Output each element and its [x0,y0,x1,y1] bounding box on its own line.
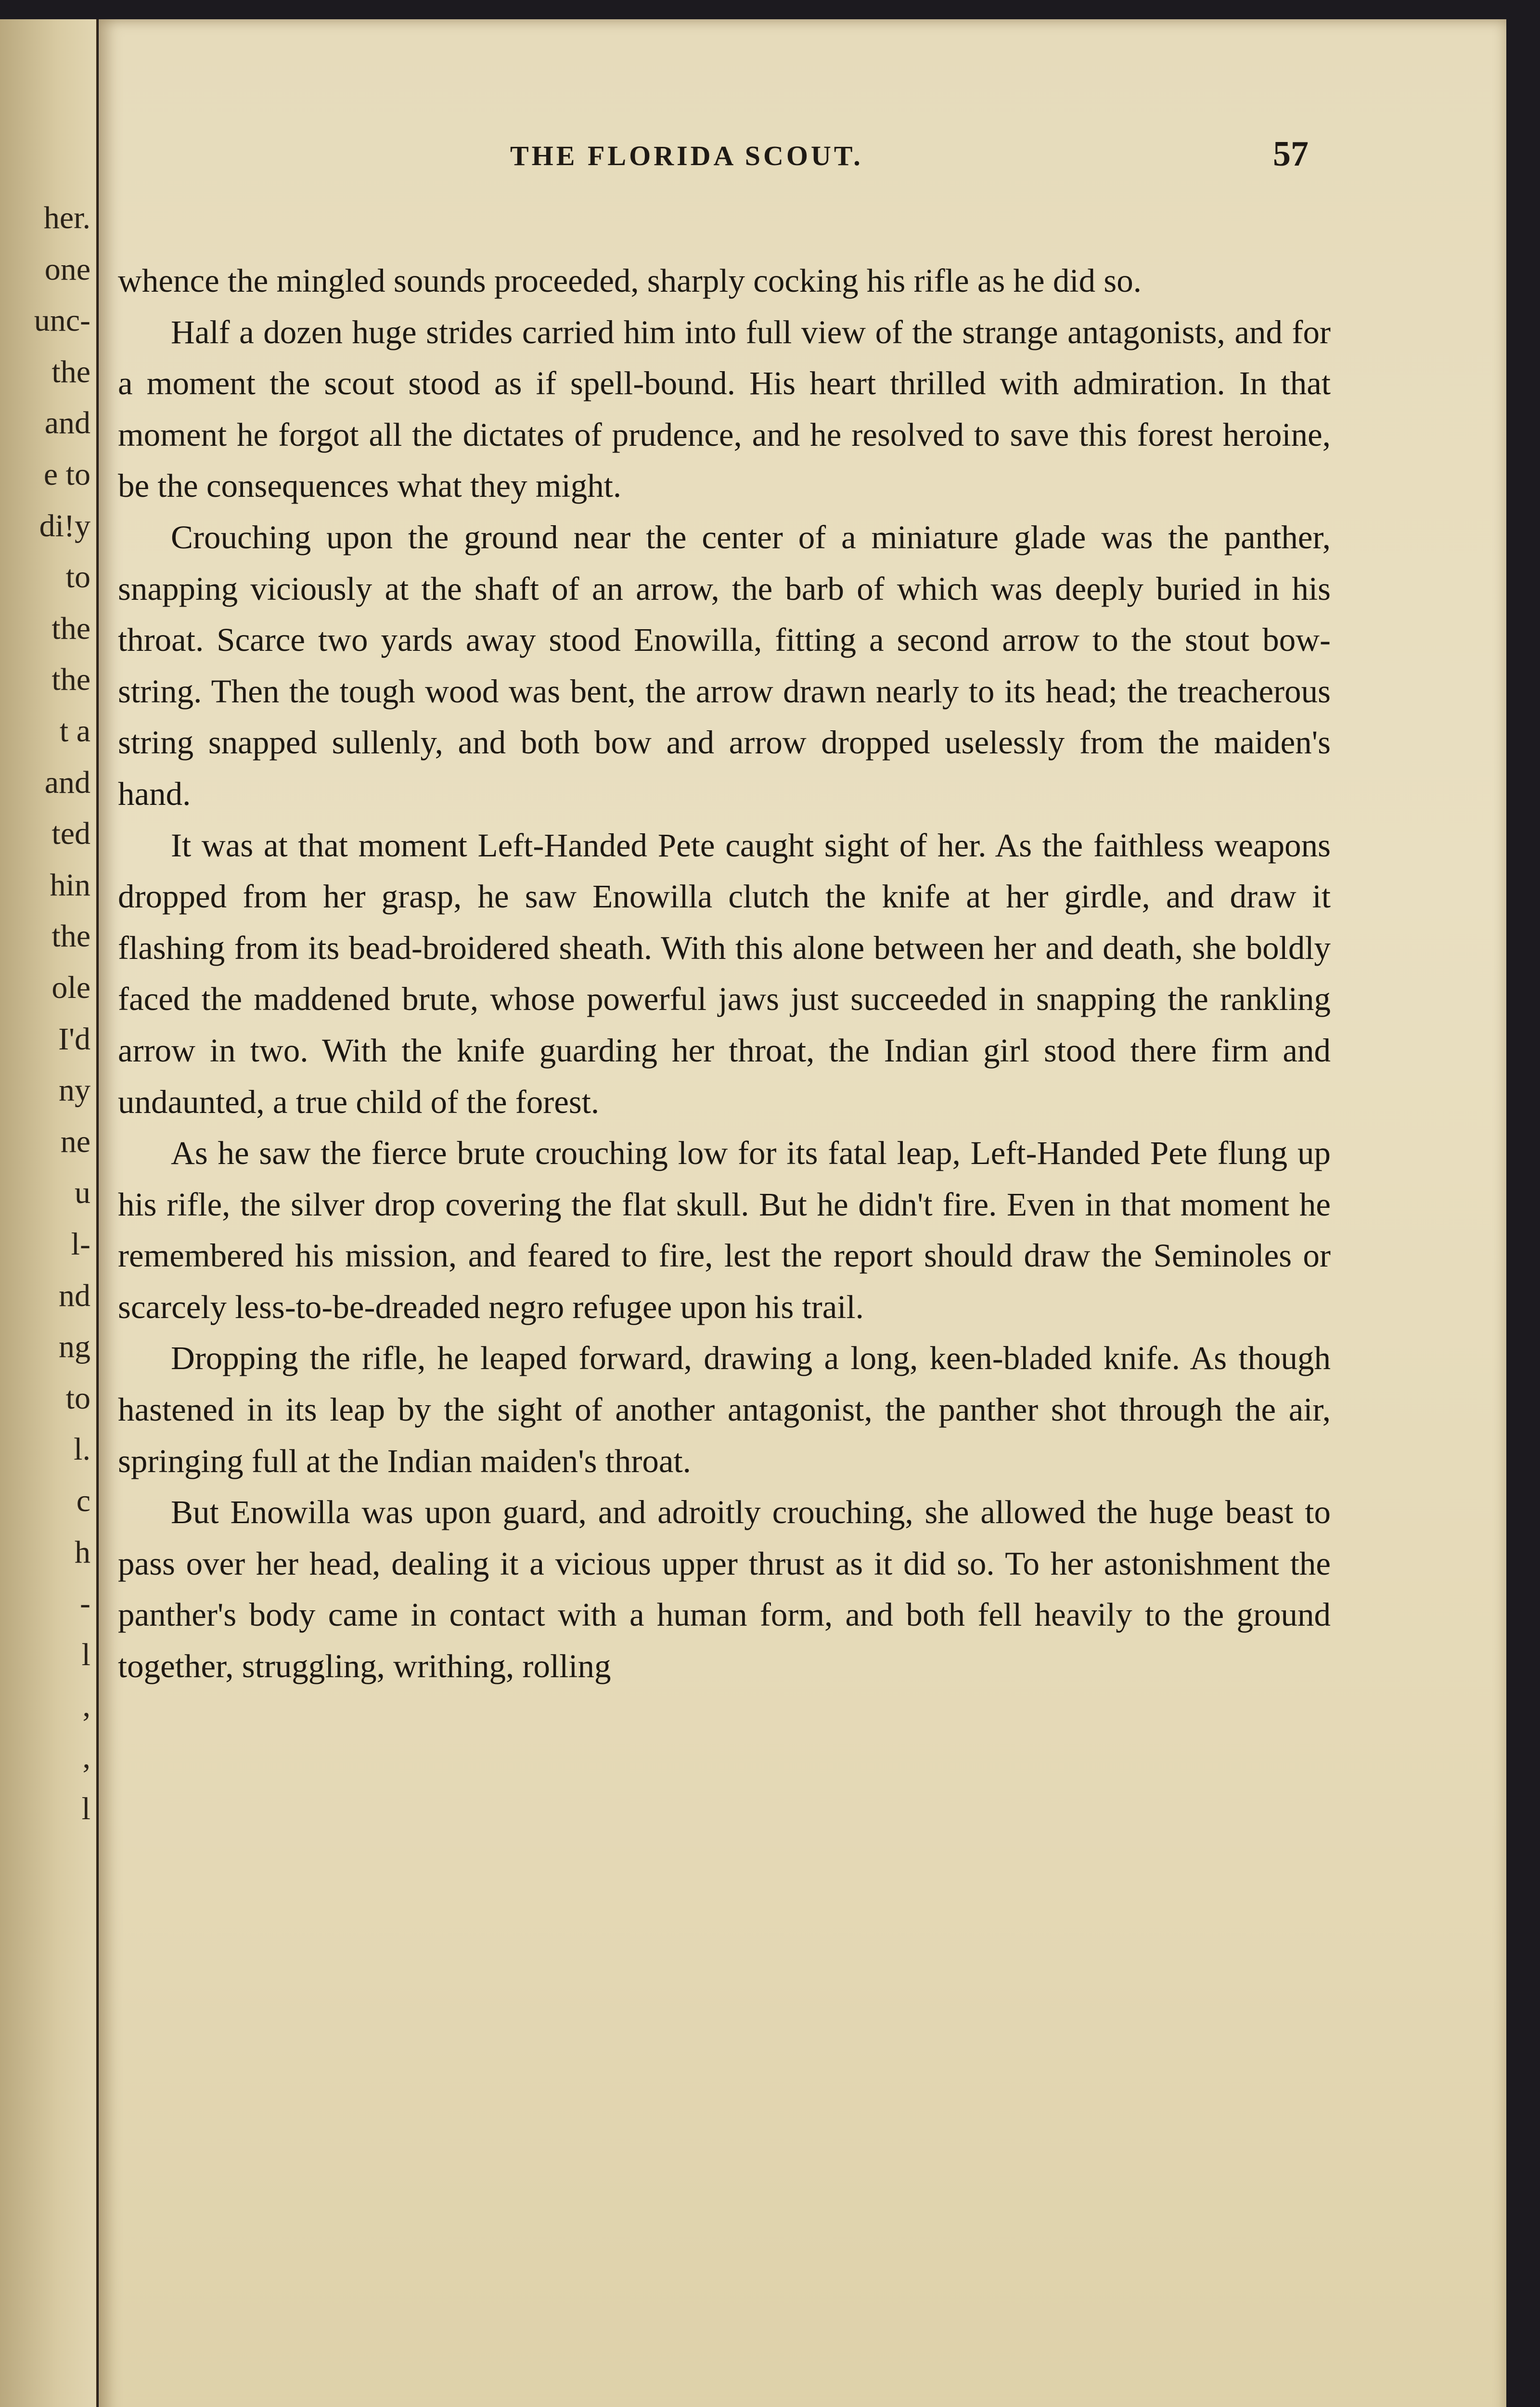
margin-fragment: l- [71,1227,90,1262]
margin-fragment: l [81,1637,90,1672]
margin-fragment: , [82,1688,90,1724]
margin-fragment: the [51,610,90,646]
running-head [99,134,1314,178]
margin-fragment: e to [43,457,90,492]
margin-fragment: ng [59,1329,90,1365]
margin-fragment: to [65,1380,90,1416]
facing-page-edge [0,19,98,2407]
running-title: THE FLORIDA SCOUT. [510,140,863,171]
body-text [118,255,1331,1692]
margin-fragment: ted [51,816,90,852]
paragraph: It was at that moment Left-Handed Pete caught sight of her. As the faithless weapons dropped from her grasp, he saw Enowilla clutch the knife at her girdle, and draw it flashing from its bead-broidered sheath. With this alone between her and death, she boldly faced the maddened brute, whose powerful jaws just succeeded in snapping the rankling arrow in two. With the knife guarding her throat, the Indian girl stood there firm and undaunted, a true child of the forest. [118,827,1331,1120]
margin-fragment: to [65,559,90,595]
margin-fragment: and [44,405,90,441]
margin-fragment: nd [59,1278,90,1313]
margin-fragment: u [75,1175,90,1211]
margin-fragment: h [75,1534,90,1570]
margin-fragment: l [81,1791,90,1826]
margin-fragment: the [51,662,90,698]
paragraph: As he saw the fierce brute crouching low for its fatal leap, Left-Handed Pete flung up his rifle, the silver drop covering the flat skull. But he didn't fire. Even in that moment he remembered his mission, and feared to fire, lest the report should draw the Seminoles or scarcely less-to-be-dreaded negro refugee upon his trail. [118,1135,1331,1325]
margin-fragment: t a [59,713,90,749]
margin-fragment: , [82,1740,90,1775]
margin-fragment: di!y [39,508,90,544]
book-page [99,19,1506,2407]
margin-fragment: c [76,1483,90,1518]
paragraph: Half a dozen huge strides carried him into full view of the strange antagonists, and for a moment the scout stood as if spell-bound. His heart thrilled with admiration. In that moment he forgot all the dictates of prudence, and he resolved to save this forest heroine, be the consequences what they might. [118,313,1331,505]
margin-fragment: - [80,1586,90,1621]
margin-fragment: the [51,354,90,389]
margin-fragment: the [51,919,90,954]
margin-fragment: l. [74,1432,90,1467]
margin-fragment: and [44,764,90,800]
margin-fragment: unc- [34,303,90,338]
paragraph: Dropping the rifle, he leaped forward, drawing a long, keen-bladed knife. As though hastened in its leap by the sight of another antagonist, the panther shot through the air, springing full at the Indian maiden's throat. [118,1340,1331,1479]
margin-fragment: one [44,251,90,287]
margin-fragment: ny [59,1073,90,1108]
paragraph: whence the mingled sounds proceeded, sharply cocking his rifle as he did so. [118,262,1142,299]
margin-fragment: ne [60,1124,90,1159]
page-number: 57 [1273,134,1309,174]
margin-fragment: hin [50,867,90,903]
margin-fragment: ole [51,970,90,1005]
paragraph: Crouching upon the ground near the center of a miniature glade was the panther, snapping viciously at the shaft of an arrow, the barb of which was deeply buried in his throat. Scarce two yards away stood Enowilla, fitting a second arrow to the stout bow-string. Then the tough wood was bent, the arrow drawn nearly to its head; the treacherous string snapped sullenly, and both bow and arrow dropped uselessly from the maiden's hand. [118,518,1331,812]
paragraph: But Enowilla was upon guard, and adroitly crouching, she allowed the huge beast to pass over her head, dealing it a vicious upper thrust as it did so. To her astonishment the panther's body came in contact with a human form, and both fell heavily to the ground together, struggling, writhing, rolling [118,1494,1331,1685]
margin-fragment: her. [43,200,90,235]
margin-fragment: I'd [58,1021,90,1057]
